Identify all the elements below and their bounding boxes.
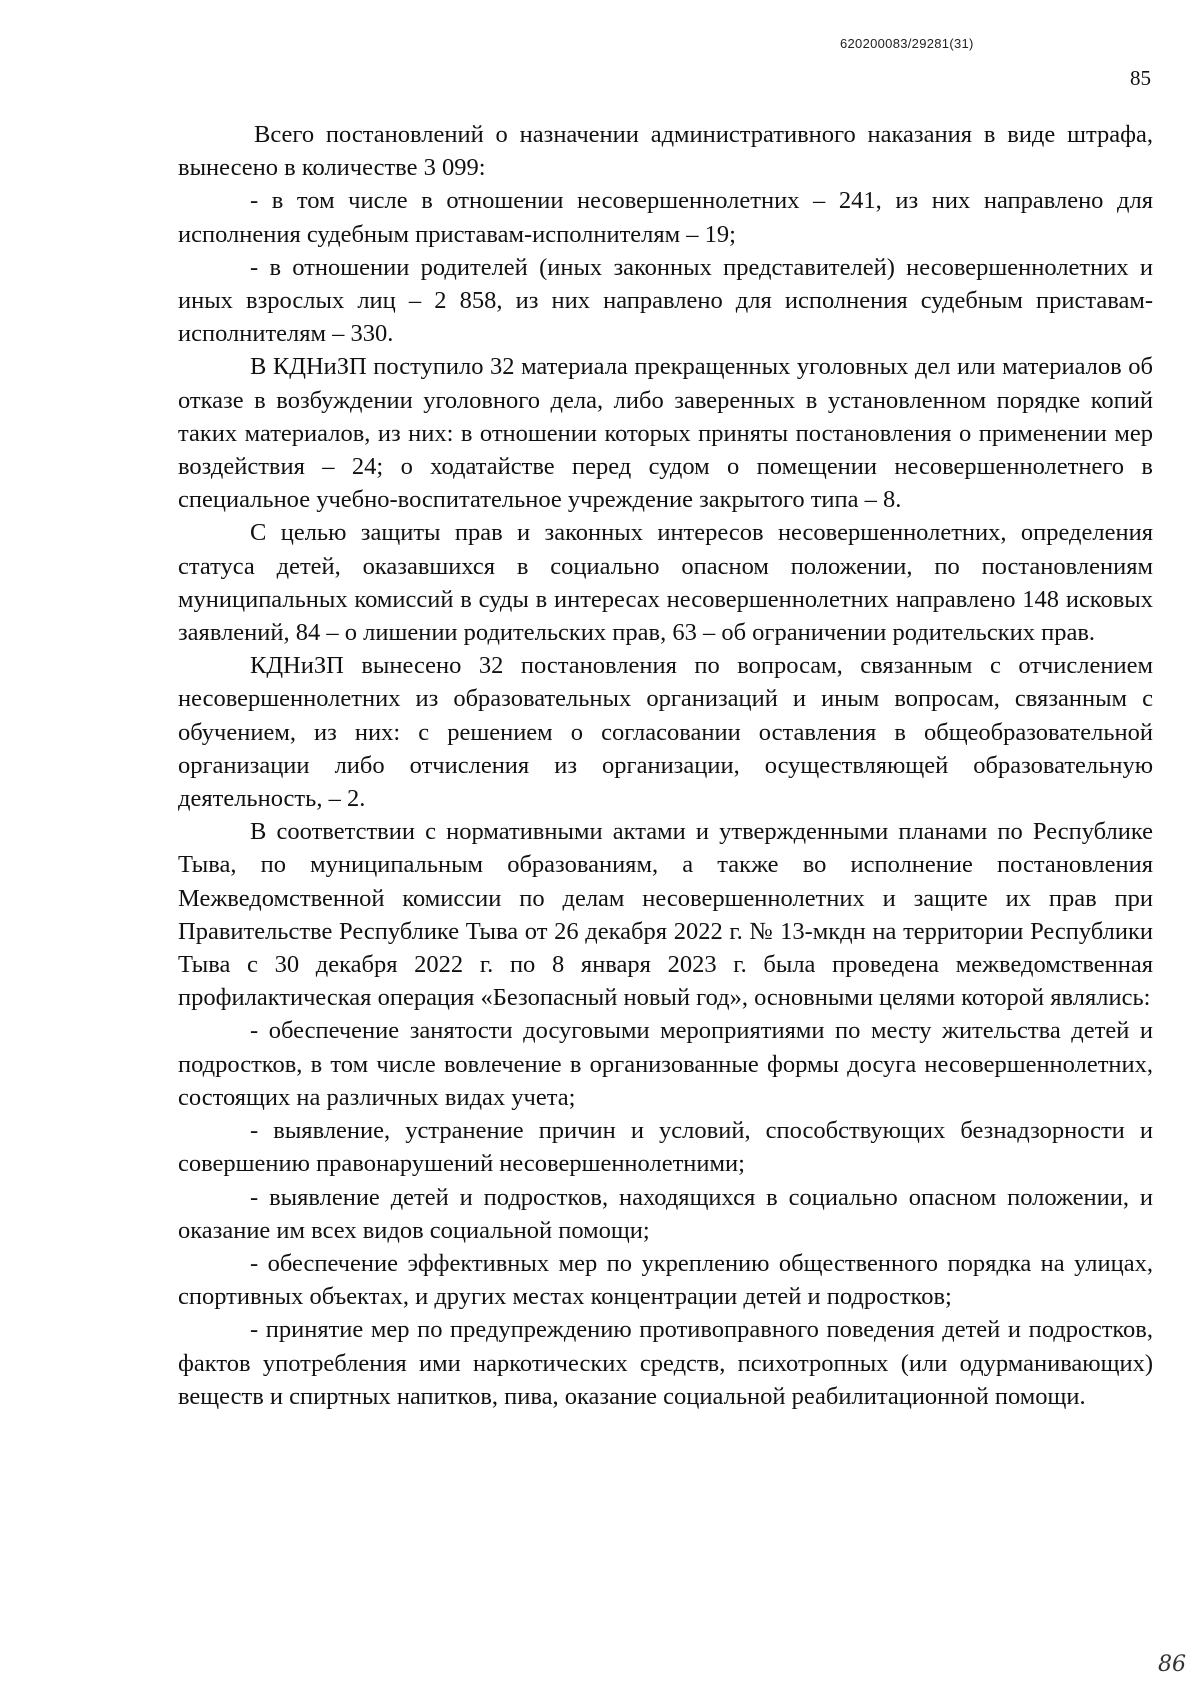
list-item-leisure: - обеспечение занятости досуговыми мероприятиями по месту жительства детей и подростков, в том числе вовлечение в организованные формы досуга несовершеннолетних, состоящих на различных видах учета;: [178, 1017, 1153, 1111]
paragraph-criminal-materials: В КДНиЗП поступило 32 материала прекращенных уголовных дел или материалов об отказе в возбуждении уголовного дела, либо заверенных в установленном порядке копий таких материалов, из них: в отношении которых приняты постановления о применении мер воздействия – 24; о ходатайстве перед судом о помещении несовершеннолетнего в специальное учебно-воспитательное учреждение закрытого типа – 8.: [178, 353, 1153, 514]
paragraph-education-decisions: КДНиЗП вынесено 32 постановления по вопросам, связанным с отчислением несовершеннолетних из образовательных организаций и иным вопросам, связанным с обучением, из них: с решением о согласовании оставления в общеобразовательной организации либо отчисления из организации, осуществляющей образовательную деятельность, – 2.: [178, 652, 1153, 813]
document-id: 620200083/29281(31): [840, 36, 974, 51]
list-item-prevention: - принятие мер по предупреждению противоправного поведения детей и подростков, фактов употребления ими наркотических средств, психотропных (или одурманивающих) веществ и спиртных напитков, пива, оказание социальной реабилитационной помощи.: [178, 1316, 1153, 1410]
page-number: 85: [1130, 66, 1151, 90]
list-item-causes: - выявление, устранение причин и условий, способствующих безнадзорности и совершению правонарушений несовершеннолетними;: [178, 1117, 1153, 1178]
paragraph-operation-new-year: В соответствии с нормативными актами и утвержденными планами по Республике Тыва, по муниципальным образованиям, а также во исполнение постановления Межведомственной комиссии по делам несовершеннолетних и защите их прав при Правительстве Республике Тыва от 26 декабря 2022 г. № 13-мкдн на территории Республики Тыва с 30 декабря 2022 г. по 8 января 2023 г. была проведена межведомственная профилактическая операция «Безопасный новый год», основными целями которой являлись:: [178, 818, 1153, 1012]
paragraph-fines-total: Всего постановлений о назначении административного наказания в виде штрафа, вынесено в количестве 3 099:: [178, 121, 1153, 182]
document-body: [178, 118, 1153, 1413]
list-item-public-order: - обеспечение эффективных мер по укреплению общественного порядка на улицах, спортивных объектах, и других местах концентрации детей и подростков;: [178, 1249, 1153, 1311]
handwritten-page-mark: 86: [1158, 1652, 1186, 1677]
paragraph-fines-parents: - в отношении родителей (иных законных представителей) несовершеннолетних и иных взрослых лиц – 2 858, из них направлено для исполнения судебным приставам-исполнителям – 330.: [178, 253, 1153, 348]
paragraph-fines-minors: - в том числе в отношении несовершеннолетних – 241, из них направлено для исполнения судебным приставам-исполнителям – 19;: [178, 187, 1153, 248]
list-item-social-help: - выявление детей и подростков, находящихся в социально опасном положении, и оказание им всех видов социальной помощи;: [178, 1183, 1153, 1244]
paragraph-lawsuits: С целью защиты прав и законных интересов несовершеннолетних, определения статуса детей, оказавшихся в социально опасном положении, по постановлениям муниципальных комиссий в суды в интересах несовершеннолетних направлено 148 исковых заявлений, 84 – о лишении родительских прав, 63 – об ограничении родительских прав.: [178, 519, 1153, 647]
